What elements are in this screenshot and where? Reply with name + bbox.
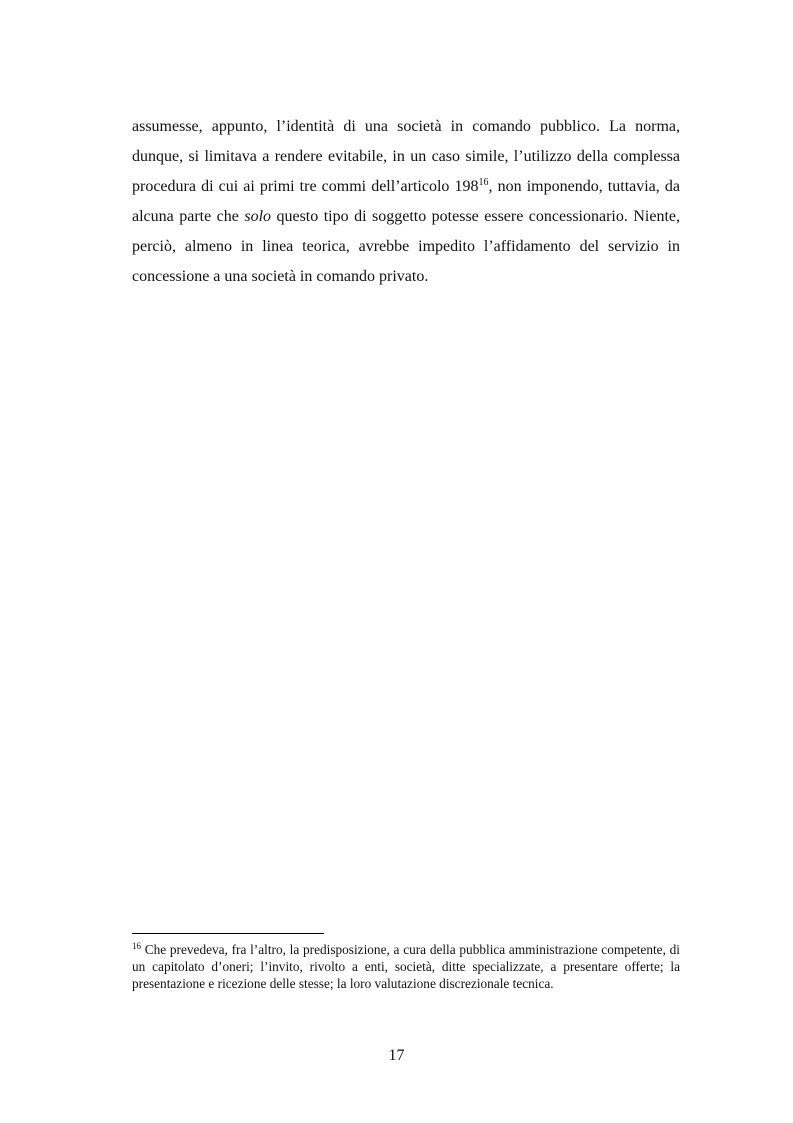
footnote-reference: 16	[478, 177, 489, 188]
page-number: 17	[388, 1047, 405, 1064]
body-text-part-2: , non imponendo, tuttavia, da alcuna parte che	[132, 178, 680, 225]
footnote-number: 16	[132, 941, 141, 951]
footnote-separator	[132, 933, 324, 934]
footnote-text: Che prevedeva, fra l’altro, la predisposizione, a cura della pubblica amministrazione competente, di un capitolato d’oneri; l’invito, rivolto a enti, società, ditte specializzate, a presentare offerte; la presentazione e ricezione delle stesse; la loro valutazione discrezionale tecnica.	[132, 942, 680, 991]
body-text-part-1: assumesse, appunto, l’identità di una società in comando pubblico. La norma, dunque, si limitava a rendere evitabile, in un caso simile, l’utilizzo della complessa procedura di cui ai primi tre commi dell’articolo 198	[132, 118, 680, 195]
footnote	[132, 941, 680, 992]
body-text-part-3: questo tipo di soggetto potesse essere concessionario. Niente, perciò, almeno in linea teorica, avrebbe impedito l’affidamento del servizio in concessione a una società in comando privato.	[132, 208, 680, 285]
body-paragraph	[132, 112, 680, 292]
emphasis-text: solo	[244, 208, 272, 225]
